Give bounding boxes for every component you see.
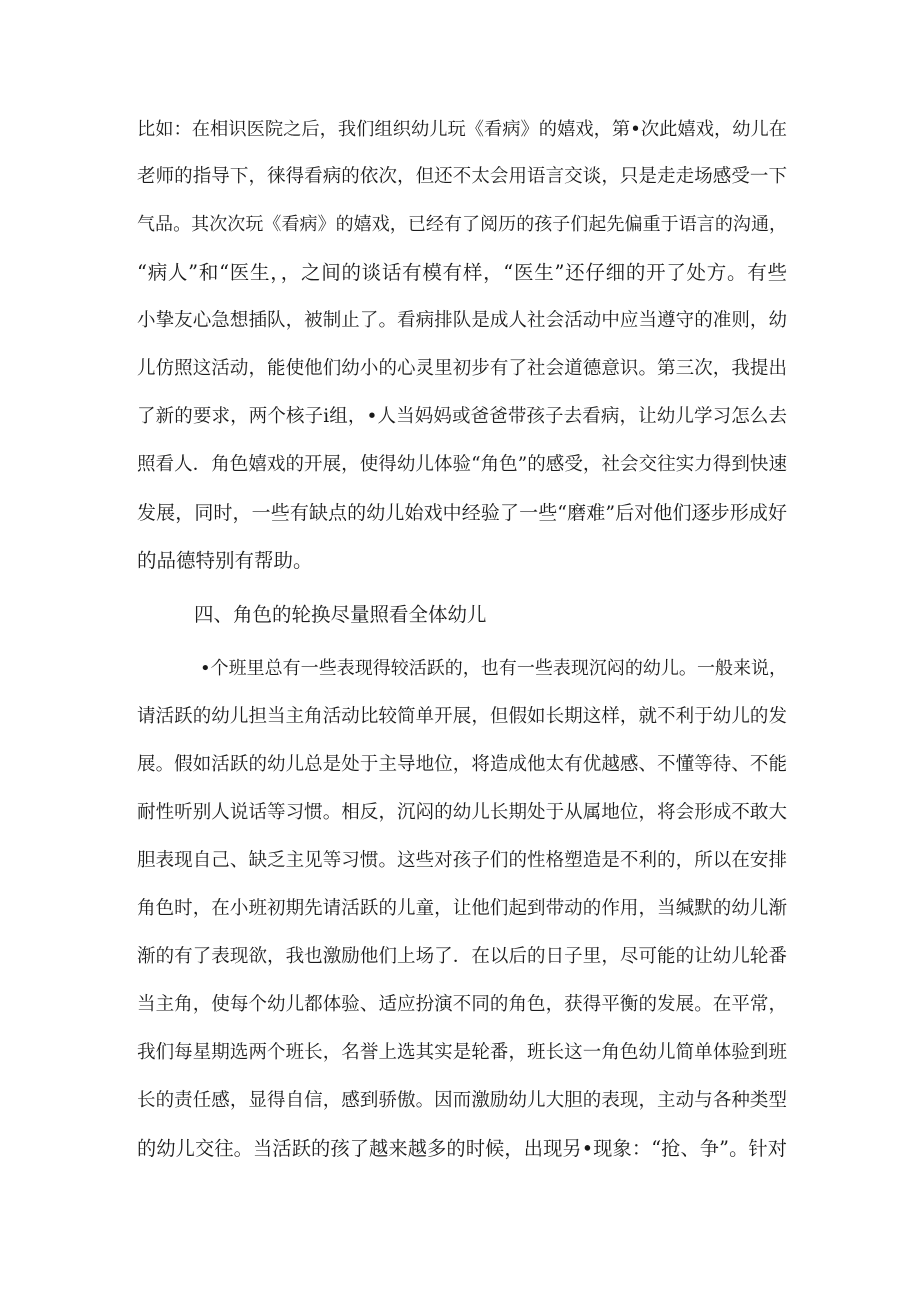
paragraph2-line-7: 渐的有了表现欲，我也激励他们上场了．在以后的日子里，尽可能的让幼儿轮番 bbox=[137, 946, 787, 967]
paragraph2-line-3: 展。假如活跃的幼儿总是处于主导地位，将造成他太有优越感、不懂等待、不能 bbox=[137, 754, 787, 775]
paragraph1-line-10: 的品德特别有帮助。 bbox=[137, 549, 313, 572]
paragraph2-line-9: 我们每星期选两个班长，名誉上选其实是轮番，班长这一角色幼儿简单体验到班 bbox=[137, 1042, 787, 1063]
paragraph1-line-8: 照看人．角色嬉戏的开展，使得幼儿体验“角色”的感受，社会交往实力得到快速 bbox=[137, 454, 787, 475]
paragraph2-line-10: 长的责任感，显得自信，感到骄傲。因而激励幼儿大胆的表现，主动与各种类型 bbox=[137, 1090, 787, 1111]
paragraph2-line-8: 当主角，使每个幼儿都体验、适应扮演不同的角色，获得平衡的发展。在平常， bbox=[137, 994, 787, 1015]
paragraph1-line-1: 比如：在相识医院之后，我们组织幼儿玩《看病》的嬉戏，第•次此嬉戏，幼儿在 bbox=[137, 119, 787, 140]
paragraph2-line-4: 耐性听别人说话等习惯。相反，沉闷的幼儿长期处于从属地位，将会形成不敢大 bbox=[137, 802, 787, 823]
paragraph1-line-5: 小挚友心急想插队，被制止了。看病排队是成人社会活动中应当遵守的准则，幼 bbox=[137, 310, 787, 331]
paragraph1-line-3: 气品。其次次玩《看病》的嬉戏，已经有了阅历的孩子们起先偏重于语言的沟通， bbox=[137, 214, 787, 235]
paragraph1-line-6: 儿仿照这活动，能使他们幼小的心灵里初步有了社会道德意识。第三次，我提出 bbox=[137, 358, 787, 379]
paragraph2-line-1: •个班里总有一些表现得较活跃的，也有一些表现沉闷的幼儿。一般来说， bbox=[200, 658, 787, 679]
paragraph2-line-11: 的幼儿交往。当活跃的孩了越来越多的时候，出现另•现象：“抢、争”。针对 bbox=[137, 1137, 787, 1160]
paragraph1-line-9: 发展，同时，一些有缺点的幼儿始戏中经验了一些“磨难”后对他们逐步形成好 bbox=[137, 502, 787, 524]
paragraph2-line-5: 胆表现自己、缺乏主见等习惯。这些对孩子们的性格塑造是不利的，所以在安排 bbox=[137, 850, 787, 871]
paragraph2-line-2: 请活跃的幼儿担当主角活动比较简单开展，但假如长期这样，就不利于幼儿的发 bbox=[137, 706, 787, 727]
section-heading: 四、角色的轮换尽量照看全体幼儿 bbox=[194, 603, 487, 626]
paragraph1-line-7: 了新的要求，两个核子i组，•人当妈妈或爸爸带孩子去看病，让幼儿学习怎么去 bbox=[137, 406, 787, 427]
paragraph1-line-2: 老师的指导下，徕得看病的依次，但还不太会用语言交谈，只是走走场感受一下 bbox=[137, 166, 787, 187]
paragraph1-line-4: “病人”和“医生，，之间的谈话有模有样，“医生”还仔细的开了处方。有些 bbox=[137, 261, 787, 284]
paragraph2-line-6: 角色时，在小班初期先请活跃的儿童，让他们起到带动的作用，当缄默的幼儿渐 bbox=[137, 898, 787, 919]
